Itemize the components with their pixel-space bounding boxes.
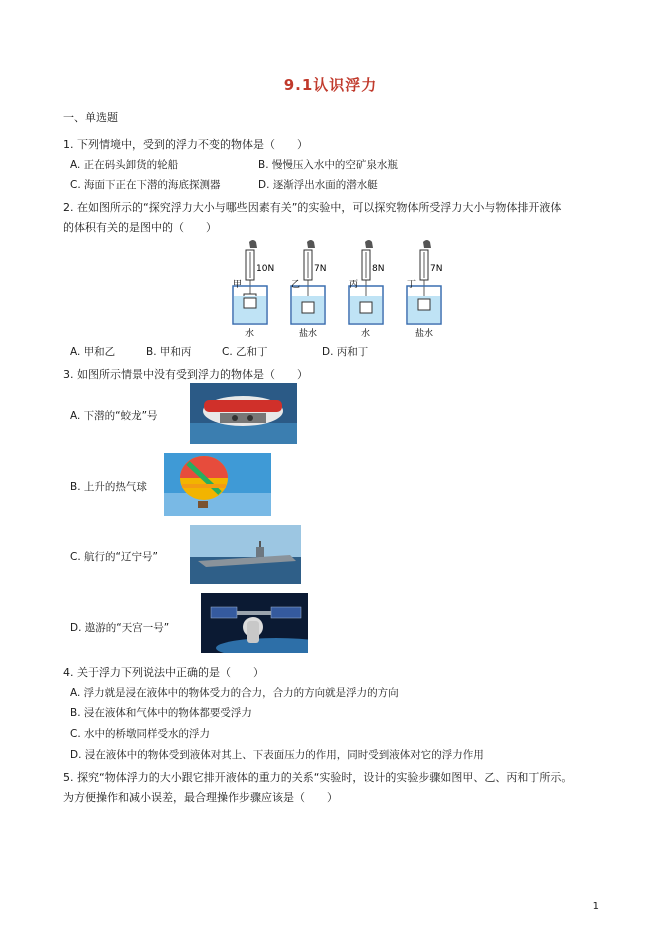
question-3-option-b: B. 上升的热气球 [70,481,147,493]
hand-icon [249,240,257,248]
buoyancy-experiment-figure [225,238,445,342]
figure-liquid-yi: 盐水 [299,329,318,339]
question-3-option-c: C. 航行的“辽宁号” [70,551,158,563]
figure-reading-bing: 8N [372,264,385,274]
question-2-option-a: A. 甲和乙 [70,346,116,358]
question-4-option-d: D. 浸在液体中的物体受到液体对其上、下表面压力的作用，同时受到液体对它的浮力作用 [70,749,484,761]
figure-reading-jia: 10N [256,264,275,274]
figure-liquid-jia: 水 [245,329,255,339]
figure-tag-jia: 甲 [233,280,243,290]
section-heading: 一、单选题 [63,111,118,124]
question-5-stem-line1: 5. 探究“物体浮力的大小跟它排开液体的重力的关系“实验时，设计的实验步骤如图甲、乙、丙和丁所示。 [63,771,573,784]
question-1-stem: 1. 下列情境中，受到的浮力不变的物体是（ ） [63,138,308,151]
question-1-option-a: A. 正在码头卸货的轮船 [70,159,179,171]
question-3-stem: 3. 如图所示情景中没有受到浮力的物体是（ ） [63,368,308,381]
figure-tag-ding: 丁 [407,280,417,290]
question-1-option-d: D. 逐渐浮出水面的潜水艇 [258,179,378,191]
figure-reading-ding: 7N [430,264,443,274]
space-station-photo [201,593,308,653]
question-2-option-b: B. 甲和丙 [146,346,192,358]
question-5-stem-line2: 为方便操作和减小误差，最合理操作步骤应该是（ ） [63,791,338,804]
question-2-option-d: D. 丙和丁 [322,346,369,358]
figure-tag-yi: 乙 [291,280,301,290]
question-4-stem: 4. 关于浮力下列说法中正确的是（ ） [63,666,264,679]
question-3-option-a: A. 下潜的“蛟龙”号 [70,410,158,422]
figure-liquid-ding: 盐水 [415,329,434,339]
submersible-photo [190,383,297,444]
question-2-option-c: C. 乙和丁 [222,346,268,358]
question-1-option-c: C. 海面下正在下潜的海底探测器 [70,179,221,191]
figure-tag-bing: 丙 [349,280,359,290]
question-2-stem-line2: 的体积有关的是图中的（ ） [63,221,217,234]
question-4-option-b: B. 浸在液体和气体中的物体都要受浮力 [70,707,252,719]
page-number: 1 [592,901,599,912]
figure-liquid-bing: 水 [361,329,371,339]
question-2-stem-line1: 2. 在如图所示的“探究浮力大小与哪些因素有关”的实验中，可以探究物体所受浮力大小与物体排开液体 [63,201,562,214]
question-1-option-b: B. 慢慢压入水中的空矿泉水瓶 [258,159,398,171]
aircraft-carrier-photo [190,525,301,584]
question-4-option-c: C. 水中的桥墩同样受水的浮力 [70,728,211,740]
figure-reading-yi: 7N [314,264,327,274]
hot-air-balloon-photo [164,453,271,516]
page-title: 9.1认识浮力 [283,76,378,94]
question-3-option-d: D. 遨游的“天宫一号” [70,622,170,634]
question-4-option-a: A. 浮力就是浸在液体中的物体受力的合力，合力的方向就是浮力的方向 [70,687,399,699]
